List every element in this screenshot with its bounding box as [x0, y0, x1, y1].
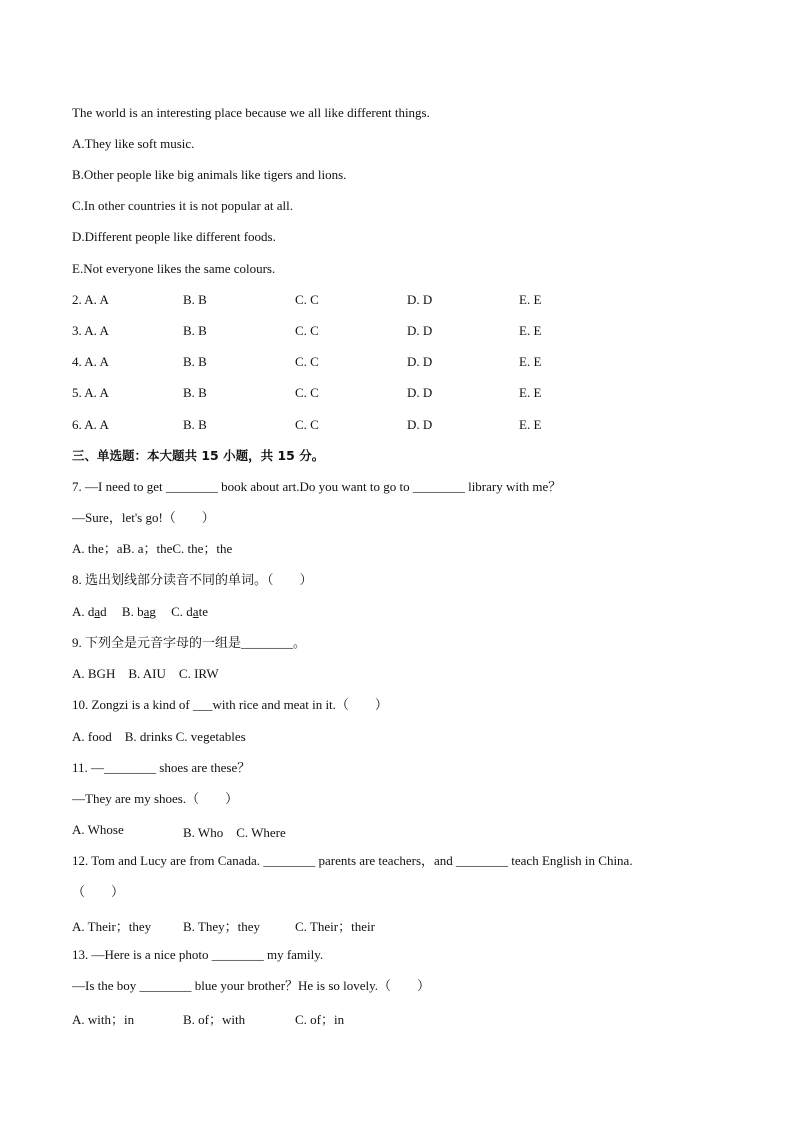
q12-option-c: C. Their；their [295, 919, 375, 934]
option-b: B. B [183, 292, 207, 307]
q8-option-b: B. bag [121, 604, 156, 619]
q11-stem: 11. —________ shoes are these？ [72, 760, 251, 775]
option-e: E. E [519, 385, 542, 400]
option-e: E. E [519, 292, 542, 307]
choice-a: A.They like soft music. [72, 136, 195, 151]
option-c: C. C [295, 292, 319, 307]
row-number-option-a: 5. A. A [72, 385, 109, 400]
q11-option-bc: B. Who C. Where [183, 825, 286, 840]
q12-answer-bracket: （ ） [72, 884, 125, 899]
option-b: B. B [183, 385, 207, 400]
q13-option-a: A. with；in [72, 1012, 135, 1027]
choice-d: D.Different people like different foods. [72, 229, 276, 244]
choice-b: B.Other people like big animals like tigers and lions. [72, 167, 347, 182]
q10-options: A. food B. drinks C. vegetables [72, 729, 246, 744]
option-d: D. D [407, 323, 433, 338]
q11-reply: —They are my shoes.（ ） [72, 791, 239, 806]
choice-c: C.In other countries it is not popular at all. [72, 198, 293, 213]
option-d: D. D [407, 292, 433, 307]
q7-reply: —Sure，let's go!（ ） [72, 510, 215, 525]
row-number-option-a: 3. A. A [72, 323, 109, 338]
option-d: D. D [407, 417, 433, 432]
row-number-option-a: 2. A. A [72, 292, 109, 307]
option-b: B. B [183, 323, 207, 338]
q12-option-a: A. Their；they [72, 919, 152, 934]
section-title: 三、单选题：本大题共 15 小题，共 15 分。 [72, 448, 325, 463]
option-d: D. D [407, 354, 433, 369]
choice-e: E.Not everyone likes the same colours. [72, 261, 276, 276]
q9-options: A. BGH B. AIU C. IRW [72, 666, 219, 681]
option-c: C. C [295, 385, 319, 400]
row-number-option-a: 6. A. A [72, 417, 109, 432]
q11-option-a: A. Whose [72, 822, 124, 837]
q10-stem: 10. Zongzi is a kind of ___with rice and meat in it.（ ） [72, 697, 388, 712]
option-e: E. E [519, 417, 542, 432]
q7-stem: 7. —I need to get ________ book about art.Do you want to go to ________ library with me？ [72, 479, 562, 494]
option-e: E. E [519, 354, 542, 369]
q7-options: A. the；aB. a；theC. the；the [72, 541, 233, 556]
option-c: C. C [295, 354, 319, 369]
option-e: E. E [519, 323, 542, 338]
q8-options [72, 604, 208, 620]
q13-reply: —Is the boy ________ blue your brother？He is so lovely.（ ） [72, 978, 431, 993]
option-b: B. B [183, 354, 207, 369]
q13-option-c: C. of；in [295, 1012, 345, 1027]
q8-stem: 8. 选出划线部分读音不同的单词。（ ） [72, 572, 313, 587]
q8-option-a: A. dad [72, 604, 107, 619]
option-b: B. B [183, 417, 207, 432]
q8-option-c: C. date [171, 604, 208, 619]
q13-stem: 13. —Here is a nice photo ________ my family. [72, 947, 324, 962]
option-c: C. C [295, 323, 319, 338]
reading-intro: The world is an interesting place because we all like different things. [72, 105, 430, 120]
q12-option-b: B. They；they [183, 919, 261, 934]
option-c: C. C [295, 417, 319, 432]
option-d: D. D [407, 385, 433, 400]
q9-stem: 9. 下列全是元音字母的一组是________。 [72, 635, 307, 650]
row-number-option-a: 4. A. A [72, 354, 109, 369]
q12-stem: 12. Tom and Lucy are from Canada. ________ parents are teachers，and ________ teach English in China. [72, 853, 633, 868]
q13-option-b: B. of；with [183, 1012, 246, 1027]
